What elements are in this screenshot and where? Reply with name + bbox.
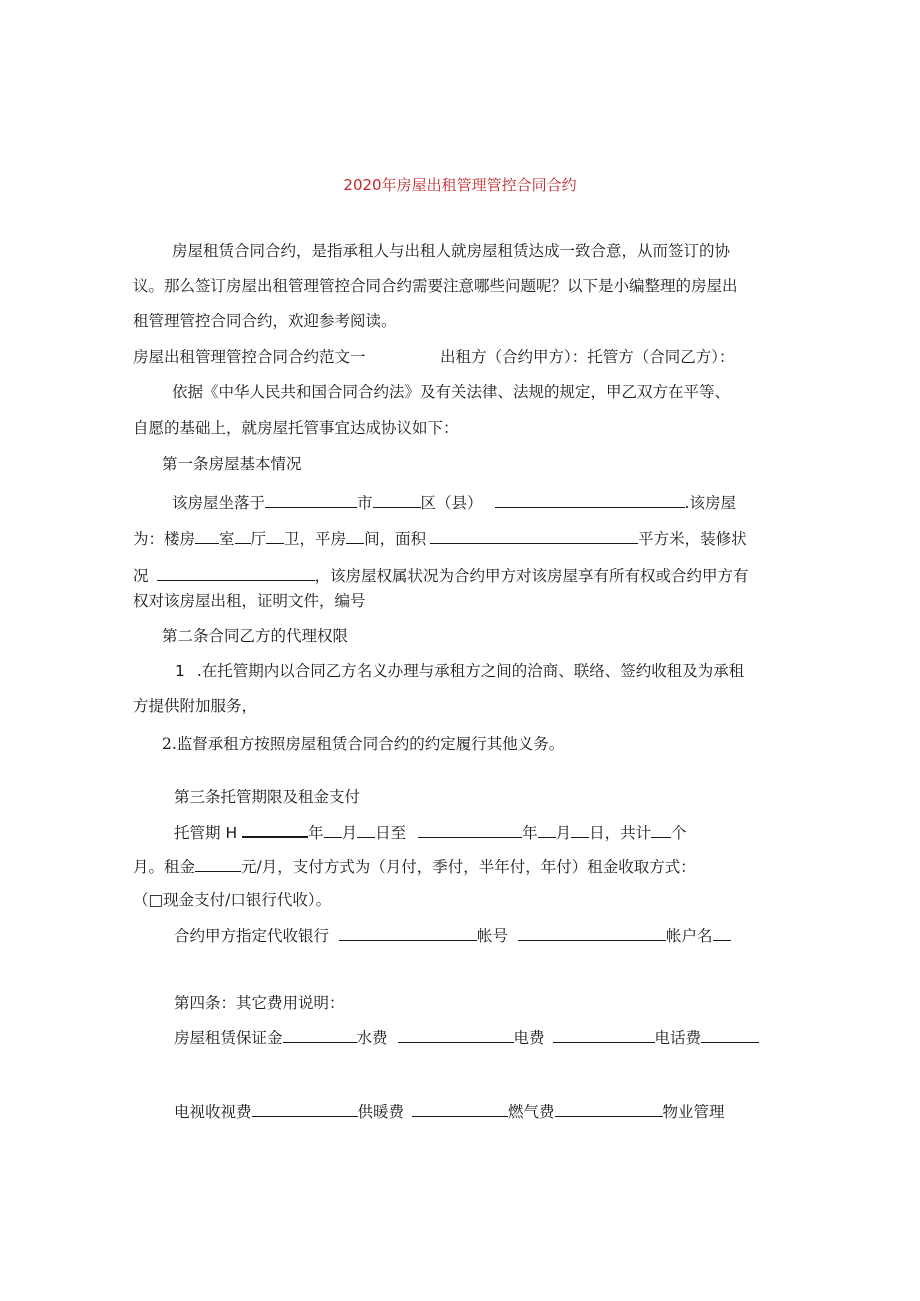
article-3-bank-line	[174, 926, 731, 946]
year-label-1: 年	[308, 824, 324, 842]
intro-line-3: 租管理管控合同合约，欢迎参考阅读。	[133, 312, 397, 330]
gas-label: 燃气费	[508, 1103, 555, 1121]
article-1-location-line	[172, 493, 736, 513]
bungalow-blank[interactable]	[346, 529, 364, 544]
start-day-blank[interactable]	[357, 823, 375, 838]
location-label: 该房屋坐落于	[172, 494, 266, 512]
heating-label: 供暖费	[357, 1103, 405, 1121]
article-4-fees-line-2	[174, 1102, 725, 1122]
hall-label: 厅	[250, 530, 267, 548]
article-4-fees-line-1	[174, 1028, 759, 1048]
article-3-rent-line	[133, 857, 696, 877]
tv-blank[interactable]	[252, 1102, 358, 1117]
months-label: 个	[671, 824, 687, 842]
preamble-line-2: 自愿的基础上，就房屋托管事宜达成协议如下：	[133, 419, 459, 437]
account-name-blank[interactable]	[713, 926, 731, 941]
month-label-2: 月	[555, 824, 572, 842]
article-2-item-1-line-1	[175, 661, 744, 681]
area-label: 间，面积	[364, 530, 427, 548]
article-1-heading: 第一条房屋基本情况	[162, 455, 302, 473]
ownership-text: ，该房屋权属状况为合约甲方对该房屋享有所有权或合约甲方有	[314, 567, 749, 585]
article-3-heading: 第三条托管期限及租金支付	[174, 788, 361, 806]
city-label: 市	[357, 494, 373, 512]
bath-blank[interactable]	[266, 529, 284, 544]
room-label: 室	[219, 530, 235, 548]
rent-label: 月。租金	[133, 858, 196, 876]
deposit-label: 房屋租赁保证金	[174, 1029, 283, 1047]
article-3-term-line	[174, 822, 687, 843]
phone-label: 电话费	[654, 1029, 702, 1047]
sample-label: 房屋出租管理管控合同合约范文一	[133, 348, 366, 366]
start-year-blank[interactable]	[242, 822, 308, 838]
account-name-label: 帐户名	[666, 927, 713, 945]
year-label-2: 年	[522, 824, 538, 842]
condition-label: 况	[133, 567, 149, 585]
start-month-blank[interactable]	[324, 823, 342, 838]
account-label: 帐号	[477, 927, 509, 945]
bath-label: 卫，平房	[284, 530, 347, 548]
electricity-blank[interactable]	[553, 1028, 655, 1043]
water-label: 水费	[356, 1029, 388, 1047]
end-year-blank[interactable]	[418, 823, 522, 838]
electricity-label: 电费	[513, 1029, 545, 1047]
article-2-item-1-line-2: 方提供附加服务，	[133, 697, 258, 715]
gas-blank[interactable]	[555, 1102, 663, 1117]
article-2-item-2: 2.监督承租方按照房屋租赁合同合约的约定履行其他义务。	[162, 735, 565, 753]
contract-parties: 出租方（合约甲方）：托管方（合同乙方）：	[440, 348, 735, 366]
intro-line-1: 房屋租赁合同合约，是指承租人与出租人就房屋租赁达成一致合意，从而签订的协	[172, 242, 731, 260]
item-1-number: 1	[175, 662, 185, 680]
article-4-heading: 第四条：其它费用说明：	[174, 994, 345, 1012]
rent-blank[interactable]	[195, 857, 241, 872]
end-day-blank[interactable]	[571, 823, 589, 838]
preamble-line-1: 依据《中华人民共和国合同合约法》及有关法律、法规的规定，甲乙双方在平等、	[172, 383, 731, 401]
article-1-proof-line: 权对该房屋出租，证明文件，编号	[133, 592, 366, 610]
address-blank[interactable]	[495, 493, 685, 508]
article-1-layout-line	[133, 529, 747, 549]
article-2-heading: 第二条合同乙方的代理权限	[162, 627, 349, 645]
water-blank[interactable]	[398, 1028, 514, 1043]
building-label: 为：楼房	[133, 530, 196, 548]
phone-blank[interactable]	[701, 1028, 759, 1043]
district-label: 区（县）	[420, 494, 483, 512]
intro-line-2: 议。那么签订房屋出租管理管控合同合约需要注意哪些问题呢？以下是小编整理的房屋出	[133, 277, 738, 295]
tv-label: 电视收视费	[174, 1103, 252, 1121]
term-h: H	[225, 824, 238, 842]
to-label: 日至	[375, 824, 407, 842]
end-month-blank[interactable]	[538, 823, 556, 838]
condition-blank[interactable]	[157, 566, 315, 581]
heating-blank[interactable]	[412, 1102, 508, 1117]
deposit-blank[interactable]	[283, 1028, 357, 1043]
article-1-condition-line	[133, 566, 749, 586]
area-blank[interactable]	[430, 529, 638, 544]
bank-label: 合约甲方指定代收银行	[174, 927, 330, 945]
payment-text: 元/月，支付方式为（月付，季付，半年付，年付）租金收取方式：	[241, 858, 696, 876]
house-label: .该房屋	[684, 494, 736, 512]
collection-method: （□现金支付/口银行代收）。	[133, 891, 332, 909]
account-blank[interactable]	[518, 926, 666, 941]
district-blank[interactable]	[373, 493, 421, 508]
item-1-text: .在托管期内以合同乙方名义办理与承租方之间的洽商、联络、签约收租及为承租	[196, 662, 745, 680]
property-label: 物业管理	[662, 1103, 725, 1121]
sqm-label: 平方米，装修状	[638, 530, 747, 548]
total-months-blank[interactable]	[651, 823, 671, 838]
month-label-1: 月	[341, 824, 358, 842]
room-blank[interactable]	[195, 529, 219, 544]
term-label: 托管期	[174, 824, 221, 842]
page-title: 2020年房屋出租管理管控合同合约	[343, 176, 577, 194]
total-label: 日，共计	[589, 824, 652, 842]
city-blank[interactable]	[265, 493, 357, 508]
hall-blank[interactable]	[235, 529, 251, 544]
bank-blank[interactable]	[339, 926, 477, 941]
